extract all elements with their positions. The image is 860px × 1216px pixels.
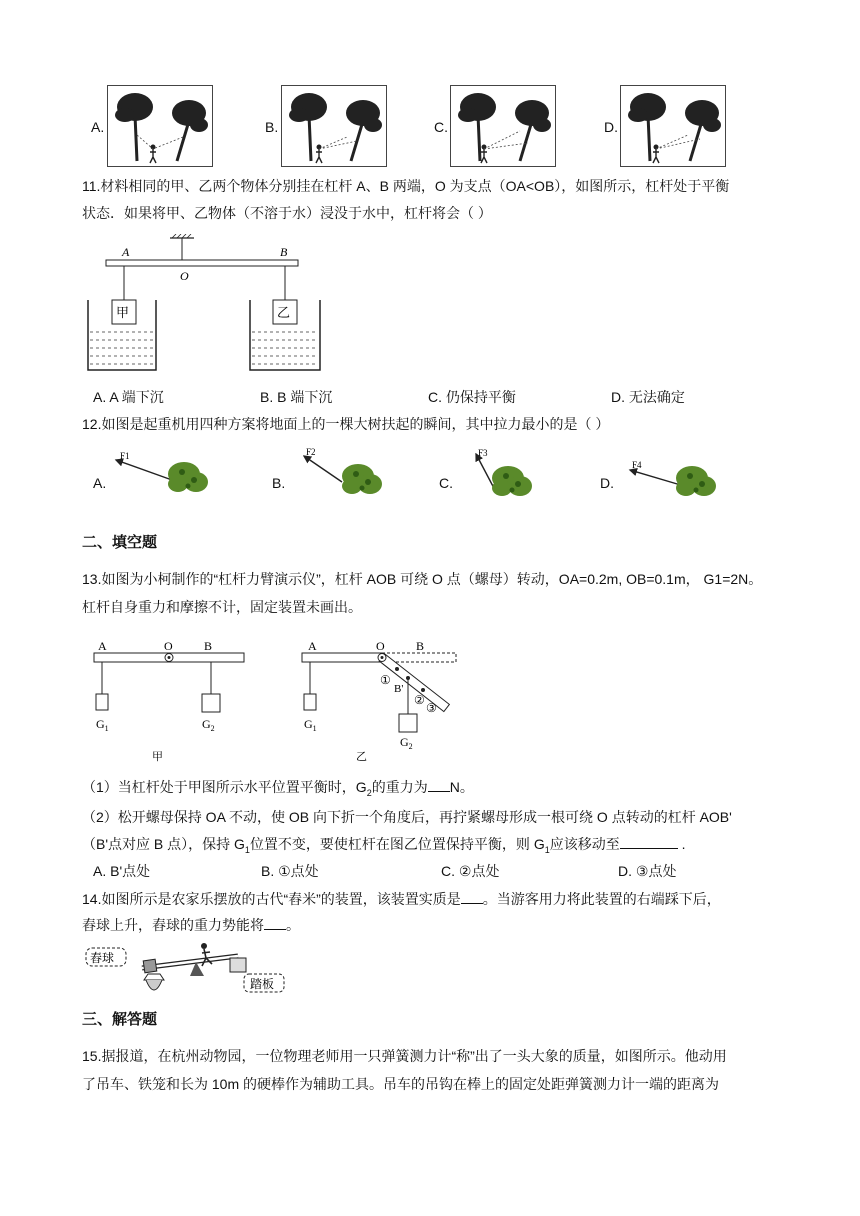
q11-block-yi: 乙	[277, 305, 291, 320]
q13-sub2-blank[interactable]	[620, 834, 678, 849]
q13-option-d: D. ③点处	[618, 863, 677, 879]
q12-option-b: B.	[272, 475, 286, 491]
q13-yi-mark-2: ②	[414, 693, 425, 707]
q13-yi-label-bprime: B'	[394, 683, 404, 695]
q10-figure-a	[107, 85, 213, 167]
q11-label-a: A	[122, 245, 130, 259]
q13-figure-yi	[296, 636, 466, 766]
q15-text-line1: 15.据报道，在杭州动物园，一位物理老师用一只弹簧测力计“称”出了一头大象的质量，如图所示。他动用	[82, 1048, 727, 1064]
q12-figure-d	[622, 448, 722, 500]
q13-sub2-line2: （B'点对应 B 点），保持 $G_1$位置不变，要使杠杆在图乙位置保持平衡，则 $G_1$应该移动至 .	[82, 836, 686, 855]
q13-yi-label-o: O	[376, 639, 385, 653]
q10-option-a: A.	[91, 119, 105, 135]
q12-figure-c	[456, 448, 556, 500]
q10-figure-b	[281, 85, 387, 167]
q11-option-a: A. A 端下沉	[93, 389, 164, 405]
q10-figure-c	[450, 85, 556, 167]
q13-sub2-line1: （2）松开螺母保持 OA 不动，使 OB 向下折一个角度后，再拧紧螺母形成一根可绕 O 点转动的杠杆 AOB'	[82, 809, 732, 825]
q13-jia-label-a: A	[98, 639, 107, 653]
q11-option-d: D. 无法确定	[611, 389, 685, 405]
q11-label-b: B	[280, 245, 288, 259]
q14-label-ball: 舂球	[90, 951, 115, 965]
q12-force-f4: F4	[632, 460, 642, 470]
q13-yi-mark-1: ①	[380, 673, 391, 687]
section-heading-answer: 三、解答题	[82, 1011, 158, 1028]
q13-jia-label-g1: $G_1$	[96, 717, 109, 733]
section-heading-fill-in: 二、填空题	[82, 534, 158, 551]
q13-text-line2: 杠杆自身重力和摩擦不计，固定装置未画出。	[82, 599, 362, 615]
q14-label-pedal: 踏板	[250, 977, 275, 991]
q12-option-a: A.	[93, 475, 107, 491]
q10-figure-d	[620, 85, 726, 167]
q10-option-c: C.	[434, 119, 448, 135]
q13-option-b: B. ①点处	[261, 863, 319, 879]
q13-jia-label-g2: $G_2$	[202, 717, 215, 733]
q11-lever-figure	[84, 234, 324, 374]
q11-text-line1: 11.材料相同的甲、乙两个物体分别挂在杠杆 A、B 两端，O 为支点（OA<OB），如图所示，杠杆处于平衡	[82, 178, 730, 194]
q13-jia-label-b: B	[204, 639, 213, 653]
q14-blank-1[interactable]	[461, 889, 483, 904]
q13-sub1: （1）当杠杆处于甲图所示水平位置平衡时，$G_2$的重力为 N。	[82, 779, 474, 798]
q11-block-jia: 甲	[116, 305, 130, 320]
q12-force-f2: F2	[306, 448, 316, 457]
q13-yi-label-b: B	[416, 639, 425, 653]
q14-text-line1: 14.如图所示是农家乐摆放的古代“舂米”的装置，该装置实质是 。当游客用力将此装置的右端踩下后，	[82, 891, 721, 907]
q12-option-d: D.	[600, 475, 614, 491]
q10-option-b: B.	[265, 119, 279, 135]
q13-option-c: C. ②点处	[441, 863, 500, 879]
q14-blank-2[interactable]	[264, 915, 286, 930]
q10-option-d: D.	[604, 119, 618, 135]
q13-sub1-blank[interactable]	[428, 777, 450, 792]
q13-yi-mark-3: ③	[426, 701, 437, 715]
q12-figure-a	[112, 448, 212, 500]
q11-option-c: C. 仍保持平衡	[428, 389, 516, 405]
q13-jia-label-o: O	[164, 639, 173, 653]
q13-yi-label-g2: $G_2$	[400, 735, 413, 751]
q12-figure-b	[290, 448, 390, 500]
q13-figure-jia	[90, 636, 250, 766]
q11-option-b: B. B 端下沉	[260, 389, 333, 405]
q13-jia-caption: 甲	[152, 751, 163, 763]
q12-force-f3: F3	[478, 448, 488, 458]
q14-figure	[84, 940, 294, 1002]
q13-yi-caption: 乙	[356, 751, 367, 763]
q12-text-line1: 12.如图是起重机用四种方案将地面上的一棵大树扶起的瞬间，其中拉力最小的是（ ）	[82, 416, 610, 432]
q12-force-f1: F1	[120, 451, 130, 461]
q15-text-line2: 了吊车、铁笼和长为 10m 的硬棒作为辅助工具。吊车的吊钩在棒上的固定处距弹簧测力计一端的距离为	[82, 1076, 720, 1092]
q12-option-c: C.	[439, 475, 453, 491]
q11-text-line2: 状态．如果将甲、乙物体（不溶于水）浸没于水中，杠杆将会（ ）	[82, 205, 492, 221]
q13-text-line1: 13.如图为小柯制作的“杠杆力臂演示仪”，杠杆 AOB 可绕 O 点（螺母）转动，OA=0.2m, OB=0.1m， G1=2N。	[82, 571, 763, 587]
q13-yi-label-a: A	[308, 639, 317, 653]
q13-yi-label-g1: $G_1$	[304, 717, 317, 733]
q13-option-a: A. B'点处	[93, 863, 151, 879]
q11-label-o: O	[180, 269, 189, 283]
q14-text-line2: 舂球上升，舂球的重力势能将 。	[82, 917, 300, 933]
